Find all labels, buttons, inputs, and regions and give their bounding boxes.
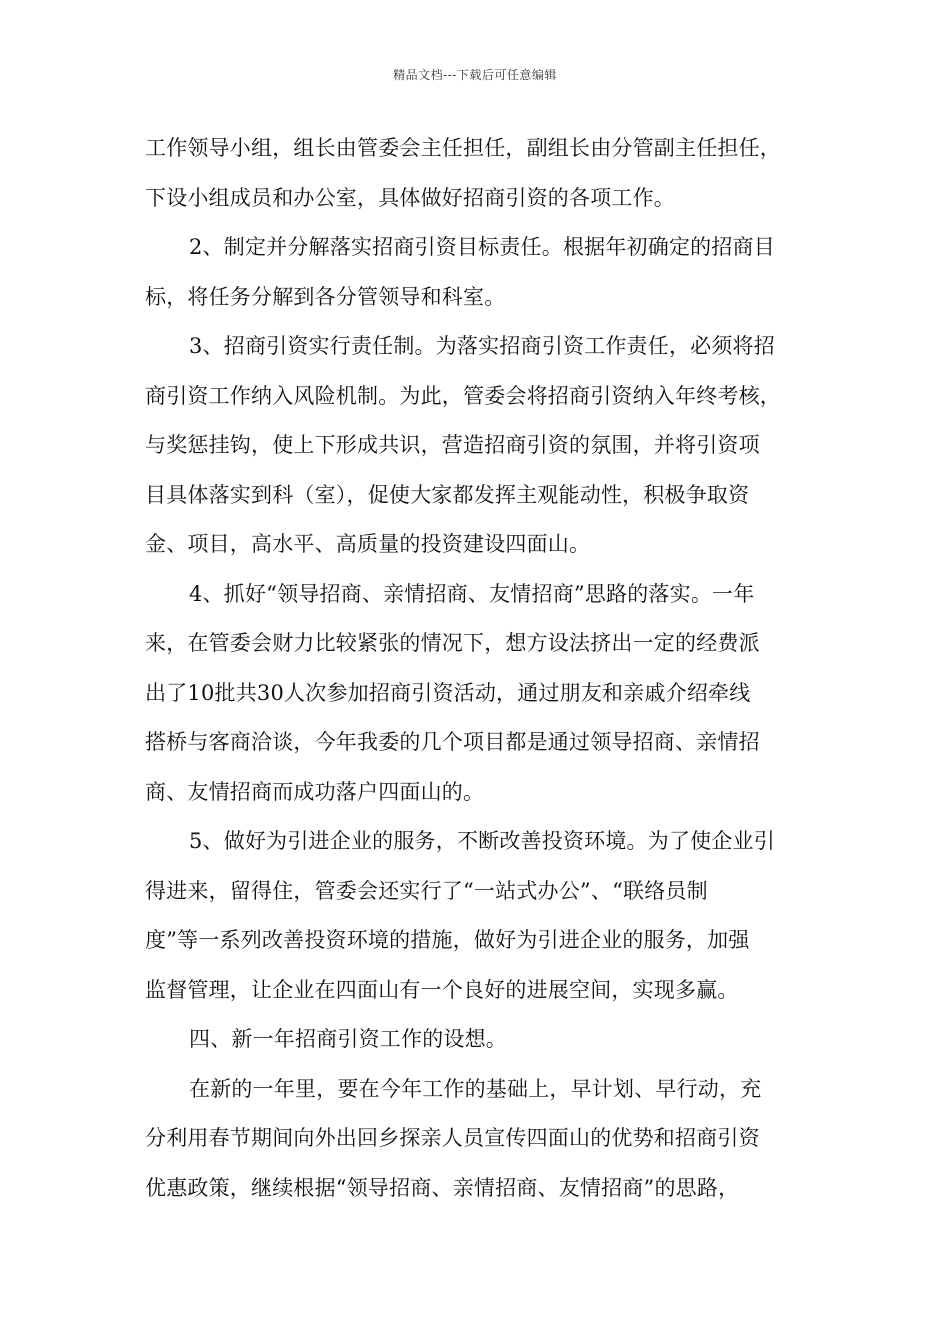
page-header: 精品文档---下载后可任意编辑 — [393, 68, 557, 82]
text-line: 金、项目，高水平、高质量的投资建设四面山。 — [145, 532, 591, 556]
text-line: 与奖惩挂钩，使上下形成共识，营造招商引资的氛围，并将引资项 — [145, 433, 760, 457]
text-line: 5、做好为引进企业的服务，不断改善投资环境。为了使企业引 — [189, 829, 775, 853]
text-line: 监督管理，让企业在四面山有一个良好的进展空间，实现多赢。 — [145, 977, 739, 1002]
text-line: 度”等一系列改善投资环境的措施，做好为引进企业的服务，加强 — [145, 928, 750, 952]
text-line: 四、新一年招商引资工作的设想。 — [189, 1027, 507, 1051]
document-body — [145, 124, 810, 1213]
text-line: 2、制定并分解落实招商引资目标责任。根据年初确定的招商目 — [189, 235, 775, 259]
text-line: 出了10批共30人次参加招商引资活动，通过朋友和亲戚介绍牵线 — [145, 680, 751, 705]
text-line: 得进来，留得住，管委会还实行了“一站式办公”、“联络员制 — [145, 878, 708, 903]
text-line: 商、友情招商而成功落户四面山的。 — [145, 779, 485, 804]
text-line: 优惠政策，继续根据“领导招商、亲情招商、友情招商”的思路， — [145, 1175, 740, 1200]
text-line: 下设小组成员和办公室，具体做好招商引资的各项工作。 — [145, 185, 675, 210]
text-line: 商引资工作纳入风险机制。为此，管委会将招商引资纳入年终考核， — [145, 383, 781, 408]
text-line: 标，将任务分解到各分管领导和科室。 — [145, 284, 506, 309]
text-line: 在新的一年里，要在今年工作的基础上，早计划、早行动，充 — [189, 1076, 762, 1101]
text-line: 搭桥与客商洽谈，今年我委的几个项目都是通过领导招商、亲情招 — [145, 730, 760, 754]
text-line: 来，在管委会财力比较紧张的情况下，想方设法挤出一定的经费派 — [145, 631, 760, 655]
text-line: 分利用春节期间向外出回乡探亲人员宣传四面山的优势和招商引资 — [145, 1126, 760, 1150]
text-line: 4、抓好“领导招商、亲情招商、友情招商”思路的落实。一年 — [189, 581, 755, 606]
text-line: 工作领导小组，组长由管委会主任担任，副组长由分管副主任担任， — [145, 136, 781, 160]
text-line: 3、招商引资实行责任制。为落实招商引资工作责任，必须将招 — [189, 334, 775, 358]
text-line: 目具体落实到科（室），促使大家都发挥主观能动性，积极争取资 — [145, 482, 750, 507]
